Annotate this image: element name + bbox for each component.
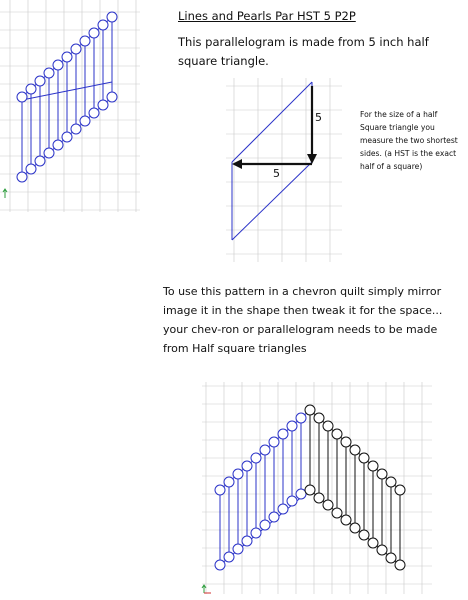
chevron-pattern-figure: [200, 380, 435, 598]
parallelogram-outline: [232, 82, 312, 240]
hst-measurement-diagram: [220, 72, 345, 267]
pattern-lines: [22, 17, 112, 177]
intro-paragraph: This parallelogram is made from 5 inch half square triangle.: [178, 35, 429, 68]
grid-background: [226, 78, 342, 262]
hst-size-note: For the size of a half Square triangle you measure the two shortest sides. (a HST is the exact half of a square): [360, 110, 458, 171]
horizontal-side-label: 5: [273, 167, 280, 180]
measure-vertical-arrow: [307, 86, 317, 164]
parallelogram-pattern-figure: [0, 0, 140, 215]
origin-axis-icon: [3, 189, 7, 198]
chevron-left-lines: [220, 410, 310, 565]
vertical-side-label: 5: [315, 111, 322, 124]
chevron-instructions: To use this pattern in a chevron quilt simply mirror image it in the shape then tweak it for the space... your chev-ron or parallelogram needs to be made from Half square triangles: [163, 285, 443, 355]
origin-axis-icon: [202, 585, 211, 593]
chevron-right-lines: [310, 410, 400, 565]
measure-horizontal-arrow: [232, 159, 312, 169]
page-title: Lines and Pearls Par HST 5 P2P: [178, 9, 356, 23]
